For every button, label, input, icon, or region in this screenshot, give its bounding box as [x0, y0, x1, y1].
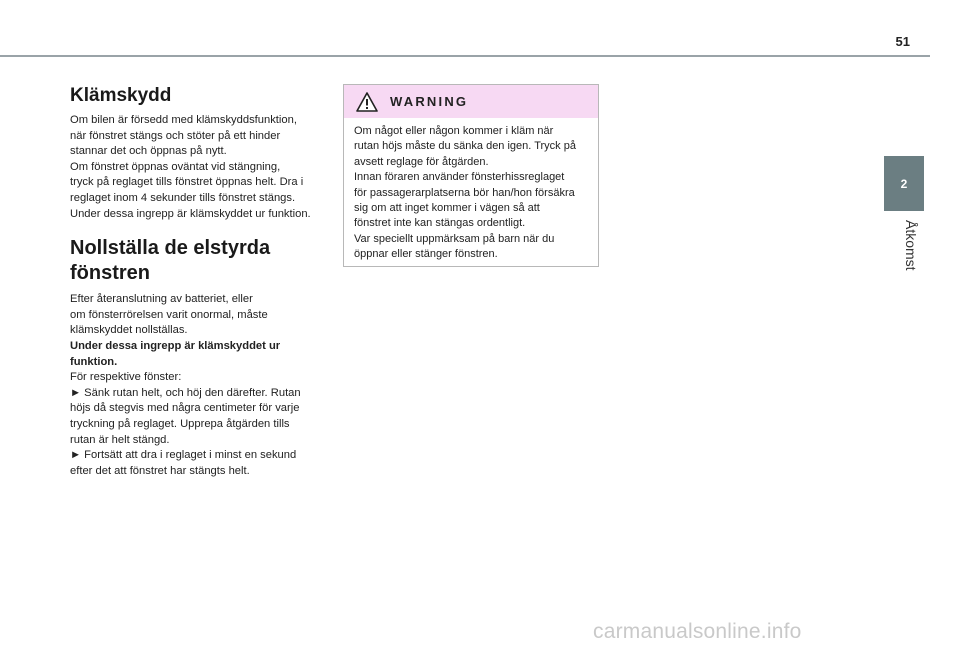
warning-line: rutan höjs måste du sänka den igen. Tryck på	[354, 140, 576, 153]
warning-triangle-icon	[356, 92, 378, 112]
text-line: För respektive fönster:	[70, 371, 182, 384]
section-title-klamskydd: Klämskydd	[70, 85, 172, 106]
text-line: reglaget inom 4 sekunder tills fönstret stängs.	[70, 191, 296, 204]
warning-body	[344, 118, 598, 263]
warning-title: WARNING	[390, 94, 469, 109]
text-line: om fönsterrörelsen varit onormal, måste	[70, 308, 268, 321]
warning-line: fönstret inte kan stängas ordentligt.	[354, 217, 526, 230]
text-line: klämskyddet nollställas.	[70, 324, 188, 337]
text-line: Efter återanslutning av batteriet, eller	[70, 293, 253, 306]
text-line: Om bilen är försedd med klämskyddsfunktion,	[70, 114, 297, 126]
warning-box	[343, 84, 599, 267]
text-line: rutan är helt stängd.	[70, 433, 170, 446]
section-title-line: fönstren	[70, 262, 150, 285]
text-line: stannar det och öppnas på nytt.	[70, 145, 227, 158]
chapter-tab[interactable]	[884, 156, 924, 211]
warning-line: Var speciellt uppmärksam på barn när du	[354, 232, 555, 245]
text-line: Om fönstret öppnas oväntat vid stängning,	[70, 160, 281, 173]
step-line: ► Sänk rutan helt, och höj den därefter. Rutan	[70, 386, 301, 399]
text-line: Under dessa ingrepp är klämskyddet ur funktion.	[70, 207, 311, 220]
step-line: ► Fortsätt att dra i reglaget i minst en sekund	[70, 449, 297, 462]
chapter-tab-number: 2	[900, 176, 908, 191]
header-rule	[0, 55, 930, 57]
watermark: carmanualsonline.info	[593, 620, 802, 643]
warning-line: sig om att inget kommer i vägen så att	[354, 202, 540, 215]
text-line: efter det att fönstret har stängts helt.	[70, 464, 250, 477]
warning-line: Innan föraren använder fönsterhissreglaget	[354, 171, 565, 184]
warning-line: Om något eller någon kommer i kläm när	[354, 125, 554, 137]
page-number: 51	[895, 34, 910, 49]
section-title-nollstalla	[70, 236, 332, 286]
chapter-tab-label: Åtkomst	[903, 220, 919, 271]
warning-line: för passagerarplatserna bör han/hon försäkra	[354, 186, 575, 199]
left-column	[70, 84, 332, 479]
text-line: höjs då stegvis med några centimeter för varje	[70, 402, 300, 415]
warning-line: öppnar eller stänger fönstren.	[354, 248, 498, 261]
text-line: tryckning på reglaget. Upprepa åtgärden tills	[70, 417, 290, 430]
bold-text-line: Under dessa ingrepp är klämskyddet ur	[70, 339, 281, 352]
warning-line: avsett reglage för åtgärden.	[354, 155, 489, 168]
section-title-line: Nollställa de elstyrda	[70, 237, 271, 260]
text-line: när fönstret stängs och stöter på ett hinder	[70, 129, 281, 142]
bold-text-line: funktion.	[70, 355, 118, 368]
text-line: tryck på reglaget tills fönstret öppnas helt. Dra i	[70, 176, 304, 189]
warning-header	[344, 85, 598, 118]
